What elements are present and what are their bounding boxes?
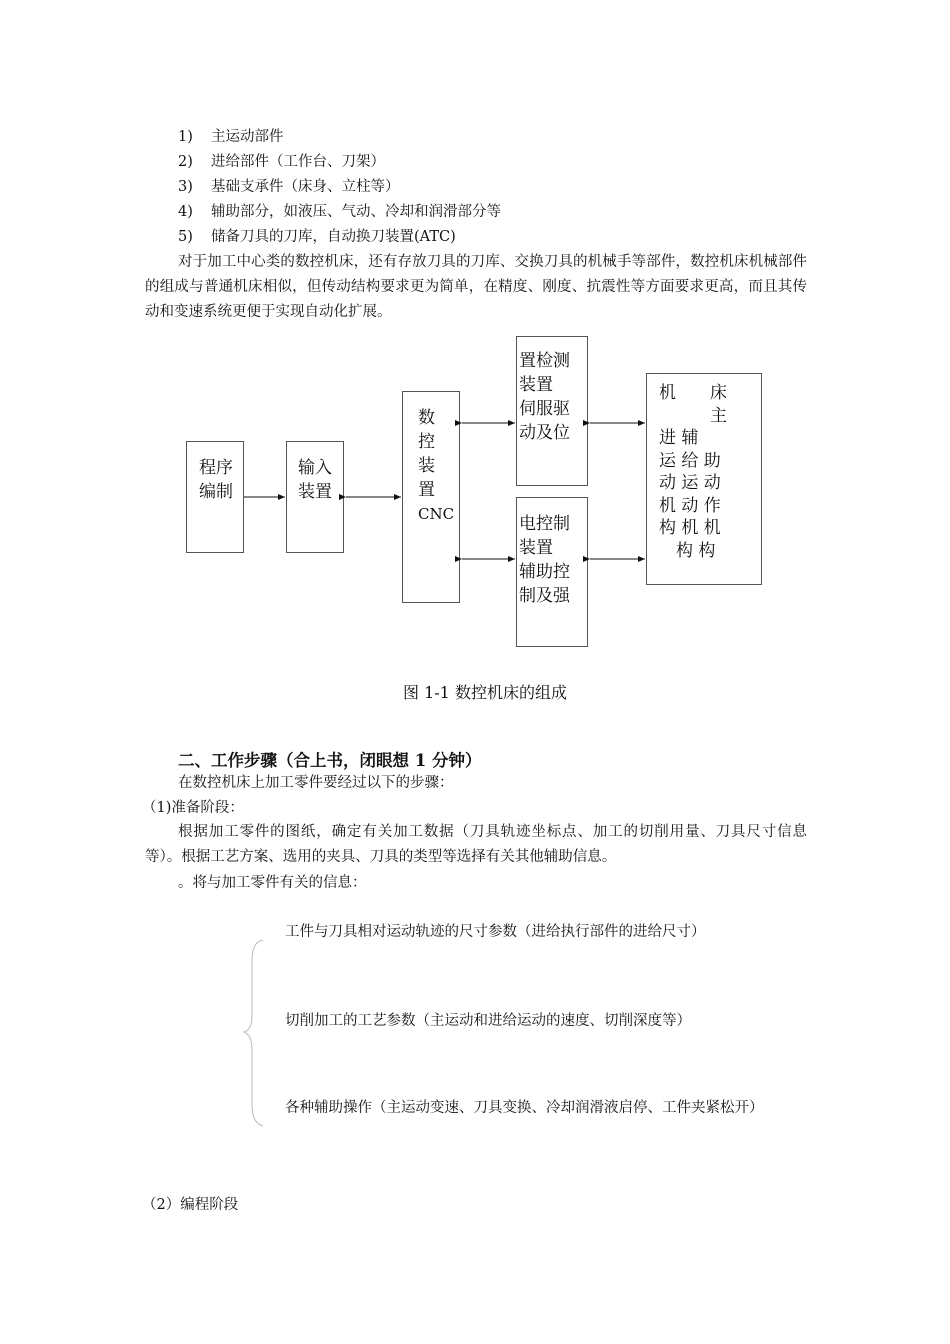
- box-input-line-1: 输入: [298, 458, 332, 478]
- box-servo-line-2: 装置: [519, 375, 553, 395]
- step-2-label: （2）编程阶段: [142, 1197, 239, 1213]
- box-cnc-line-5: CNC: [418, 505, 455, 523]
- box-cnc-line-3: 装: [418, 456, 435, 476]
- box-machine-line-1: 机 床: [659, 383, 727, 403]
- section-heading: 二、工作步骤（合上书，闭眼想 1 分钟）: [178, 751, 482, 770]
- list-num-3: 3): [178, 179, 193, 195]
- list-item-1: 主运动部件: [211, 129, 284, 145]
- box-electrical-line-1: 电控制: [519, 514, 570, 534]
- box-machine-line-5: 动 运 动: [659, 473, 721, 493]
- info-line: 。将与加工零件有关的信息：: [178, 875, 367, 891]
- box-input-line-2: 装置: [298, 482, 332, 502]
- list-num-4: 4): [178, 204, 193, 220]
- list-num-2: 2): [178, 154, 193, 170]
- box-servo-line-4: 动及位: [519, 423, 570, 443]
- box-servo-line-3: 伺服驱: [519, 399, 570, 419]
- box-servo-line-1: 置检测: [519, 351, 570, 371]
- box-electrical-line-3: 辅助控: [519, 562, 570, 582]
- box-cnc-line-1: 数: [418, 408, 435, 428]
- brace-item-3: 各种辅助操作（主运动变速、刀具变换、冷却润滑液启停、工件夹紧松开）: [285, 1100, 764, 1116]
- box-cnc-line-4: 置: [418, 480, 435, 500]
- box-programming-line-1: 程序: [199, 458, 233, 478]
- list-item-2: 进给部件（工作台、刀架）: [211, 154, 385, 170]
- box-electrical-line-2: 装置: [519, 538, 553, 558]
- paragraph-machine-parts: 对于加工中心类的数控机床，还有存放刀具的刀库、交换刀具的机械手等部件，数控机床机械部件的组成与普通机床相似，但传动结构要求更为简单，在精度、刚度、抗震性等方面要求更高，而且其传动和变速系统更便于实现自动化扩展。: [145, 254, 807, 320]
- figure-caption: 图 1-1 数控机床的组成: [403, 683, 567, 702]
- list-item-5: 储备刀具的刀库，自动换刀装置(ATC): [211, 229, 456, 245]
- list-item-4: 辅助部分，如液压、气动、冷却和润滑部分等: [211, 204, 501, 220]
- box-electrical-line-4: 制及强: [519, 586, 570, 606]
- box-programming-line-2: 编制: [199, 482, 233, 502]
- brace-item-2: 切削加工的工艺参数（主运动和进给运动的速度、切削深度等）: [285, 1013, 691, 1029]
- box-machine-line-2: 主: [659, 405, 727, 426]
- box-machine-line-7: 构 机 机: [659, 518, 721, 538]
- box-machine-line-3: 进 辅: [659, 428, 699, 448]
- intro-text: 在数控机床上加工零件要经过以下的步骤：: [178, 775, 454, 791]
- box-cnc-line-2: 控: [418, 432, 435, 452]
- list-num-5: 5): [178, 229, 193, 245]
- brace-item-1: 工件与刀具相对运动轨迹的尺寸参数（进给执行部件的进给尺寸）: [285, 924, 706, 940]
- paragraph-prep-stage: 根据加工零件的图纸，确定有关加工数据（刀具轨迹坐标点、加工的切削用量、刀具尺寸信息等）。根据工艺方案、选用的夹具、刀具的类型等选择有关其他辅助信息。: [145, 824, 807, 865]
- list-num-1: 1): [178, 129, 193, 145]
- step-1-label: （1)准备阶段：: [142, 800, 244, 816]
- box-machine-line-6: 机 动 作: [659, 495, 721, 516]
- box-machine-line-8: 构 构: [659, 540, 716, 561]
- list-item-3: 基础支承件（床身、立柱等）: [211, 179, 400, 195]
- box-machine-line-4: 运 给 助: [659, 450, 721, 471]
